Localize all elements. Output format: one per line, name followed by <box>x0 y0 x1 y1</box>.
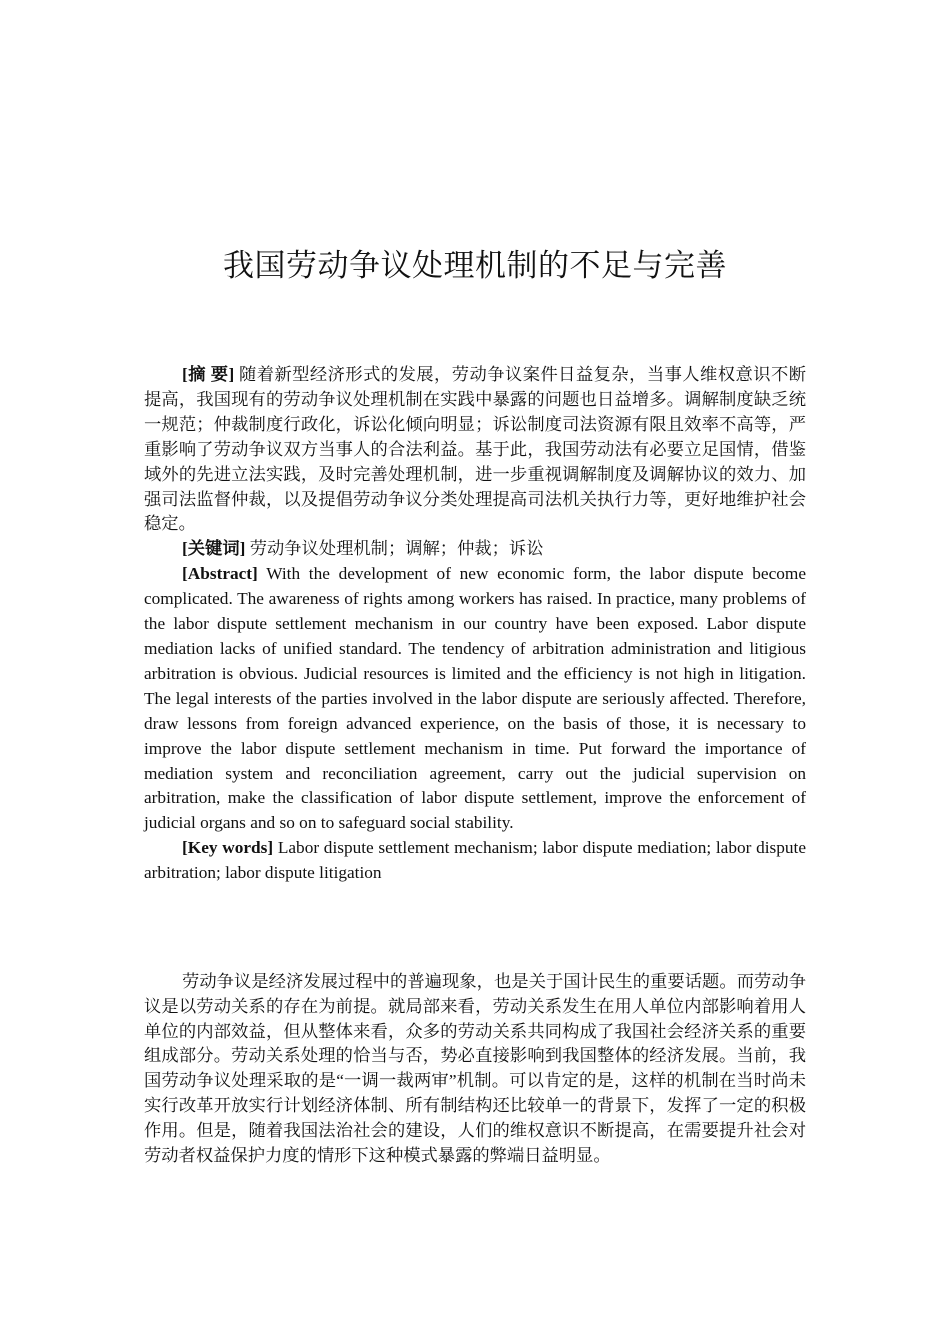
abstract-section <box>144 363 806 886</box>
keywords-cn-text: 劳动争议处理机制；调解；仲裁；诉讼 <box>249 539 544 559</box>
abstract-cn-paragraph <box>144 363 806 537</box>
abstract-cn-text: 随着新型经济形式的发展，劳动争议案件日益复杂，当事人维权意识不断提高，我国现有的劳动争议处理机制在实践中暴露的问题也日益增多。调解制度缺乏统一规范；仲裁制度行政化，诉讼化倾向明显；诉讼制度司法资源有限且效率不高等，严重影响了劳动争议双方当事人的合法利益。基于此，我国劳动法有必要立足国情，借鉴域外的先进立法实践，及时完善处理机制，进一步重视调解制度及调解协议的效力、加强司法监督仲裁，以及提倡劳动争议分类处理提高司法机关执行力等，更好地维护社会稳定。 <box>144 365 806 534</box>
abstract-cn-label: [摘 要] <box>182 365 235 384</box>
keywords-en-text: Labor dispute settlement mechanism; labor dispute mediation; labor dispute arbitration; labor dispute litigation <box>144 838 806 883</box>
keywords-cn-label: [关键词] <box>182 539 246 559</box>
introduction-section <box>144 970 806 1168</box>
abstract-en-paragraph <box>144 562 806 836</box>
abstract-en-text: With the development of new economic form, the labor dispute become complicated. The awareness of rights among workers has raised. In practice, many problems of the labor dispute settlement mechanism in our country have been exposed. Labor dispute mediation lacks of unified standard. The tendency of arbitration administration and litigious arbitration is obvious. Judicial resources is limited and the efficiency is not high in litigation. The legal interests of the parties involved in the labor dispute are seriously affected. Therefore, draw lessons from foreign advanced experience, on the basis of those, it is necessary to improve the labor dispute settlement mechanism in time. Put forward the importance of mediation system and reconciliation agreement, carry out the judicial supervision on arbitration, make the classification of labor dispute settlement, improve the enforcement of judicial organs and so on to safeguard social stability. <box>144 564 806 833</box>
keywords-cn-paragraph <box>144 537 806 562</box>
paper-title: 我国劳动争议处理机制的不足与完善 <box>223 248 727 284</box>
keywords-en-label: [Key words] <box>182 838 274 858</box>
abstract-en-label: [Abstract] <box>182 564 258 584</box>
intro-paragraph: 劳动争议是经济发展过程中的普遍现象，也是关于国计民生的重要话题。而劳动争议是以劳动关系的存在为前提。就局部来看，劳动关系发生在用人单位内部影响着用人单位的内部效益，但从整体来看，众多的劳动关系共同构成了我国社会经济关系的重要组成部分。劳动关系处理的恰当与否，势必直接影响到我国整体的经济发展。当前，我国劳动争议处理采取的是“一调一裁两审”机制。可以肯定的是，这样的机制在当时尚未实行改革开放实行计划经济体制、所有制结构还比较单一的背景下，发挥了一定的积极作用。但是，随着我国法治社会的建设，人们的维权意识不断提高，在需要提升社会对劳动者权益保护力度的情形下这种模式暴露的弊端日益明显。 <box>144 972 806 1165</box>
keywords-en-paragraph <box>144 836 806 886</box>
